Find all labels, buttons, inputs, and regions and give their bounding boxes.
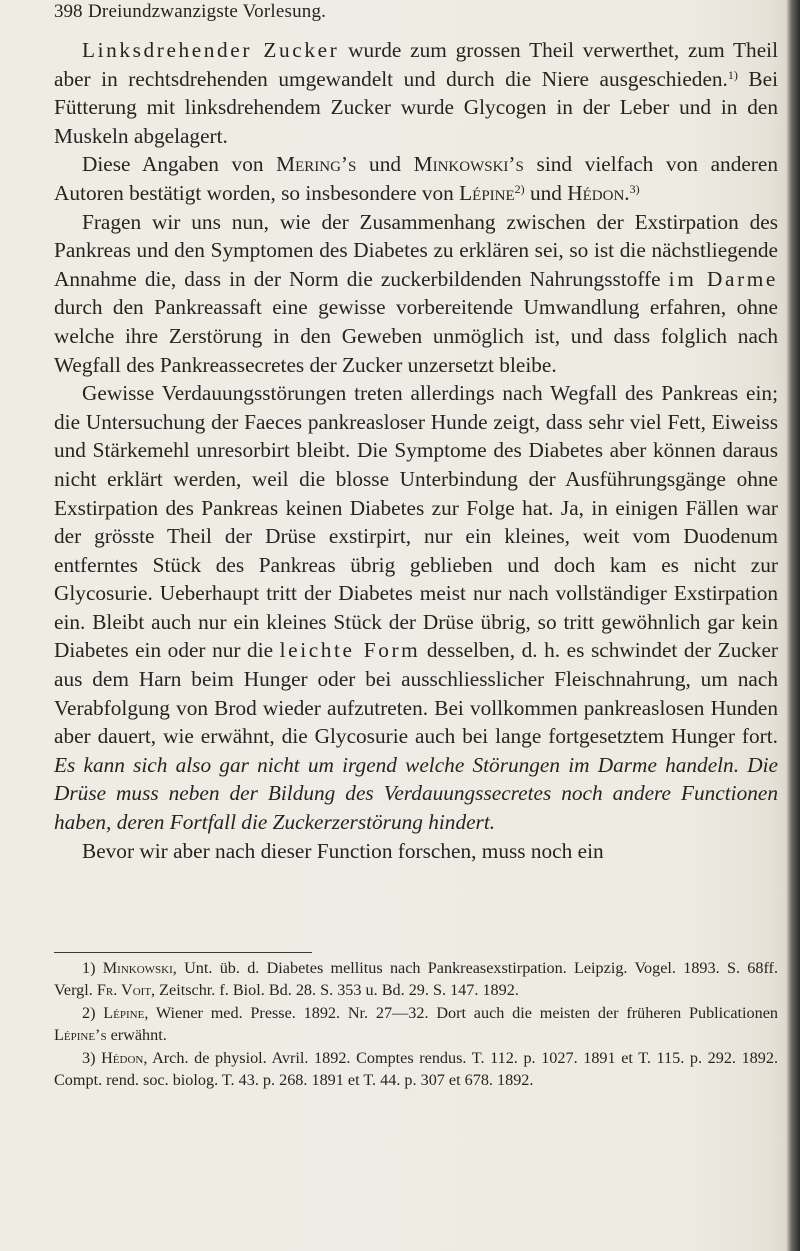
footnote-number: 3) [82, 1048, 102, 1067]
paragraph-4 [54, 379, 778, 837]
footnote-author: Lépine [103, 1003, 145, 1022]
main-text [54, 36, 778, 865]
footnote-ref-1: 1) [727, 67, 738, 82]
page-edge-shadow [786, 0, 800, 1251]
author-lepine: Lépine [459, 180, 515, 205]
paragraph-2-and: und [356, 152, 414, 177]
spaced-term: Linksdrehender Zucker [82, 38, 340, 62]
footnote-text: , Unt. üb. d. Diabetes mellitus nach Pankreasexstirpation. Leipzig. Vogel. 1893. S. 68ff. Vergl. [54, 959, 778, 1000]
author-mering: Mering’s [276, 152, 357, 177]
footnote-ref-2: 2) [514, 181, 525, 196]
author-minkowski: Minkowski’s [413, 152, 524, 177]
footnotes [54, 957, 778, 1091]
page-number: 398 [54, 1, 83, 22]
paragraph-1 [54, 36, 778, 150]
paragraph-5-text: Bevor wir aber nach dieser Function forschen, muss noch ein [82, 838, 604, 863]
footnote-text: erwähnt. [106, 1026, 167, 1045]
paragraph-2-text-cont: sind vielfach von anderen Autoren bestätigt worden, so insbesondere von [54, 152, 778, 205]
paragraph-2-und: und [524, 180, 568, 205]
footnote-divider [54, 952, 312, 953]
footnote-1 [54, 957, 778, 1002]
footnote-ref-3: 3) [629, 181, 640, 196]
footnote-text: , Arch. de physiol. Avril. 1892. Comptes rendus. T. 112. p. 1027. 1891 et T. 115. p. 292. 1892. Compt. rend. soc. biolog. T. 43. p. 268. 1891 et T. 44. p. 307 et 678. 1892. [54, 1048, 778, 1090]
running-header [54, 0, 774, 24]
footnote-number: 1) [82, 959, 103, 977]
paragraph-1-text-cont: Bei Fütterung mit linksdrehendem Zucker wurde Glycogen in der Leber und in den Muskeln abgelagert. [54, 66, 778, 148]
spaced-term: leichte Form [279, 638, 421, 663]
footnote-author: Fr. Voit [96, 981, 152, 1000]
author-hedon: Hédon. [567, 180, 630, 205]
paragraph-2-text: Diese Angaben von [82, 152, 277, 177]
footnote-text: , Wiener med. Presse. 1892. Nr. 27—32. Dort auch die meisten der früheren Publicationen [144, 1003, 779, 1022]
paragraph-3 [54, 208, 778, 380]
paragraph-1-text: wurde zum grossen Theil verwerthet, zum Theil aber in rechtsdrehenden umgewandelt und durch die Niere ausgeschieden. [54, 38, 778, 91]
footnote-author: Hédon [101, 1048, 144, 1067]
footnote-3 [54, 1047, 778, 1092]
paragraph-4-text-cont: desselben, d. h. es schwindet der Zucker aus dem Harn beim Hunger oder bei ausschliesslicher Fleischnahrung, um nach Verabfolgung von Brod wieder aufzutreten. Bei vollkommen pankreaslosen Hunden aber dauert, wie erwähnt, die Glycosurie auch bei lange fortgesetztem Hunger fort. [54, 638, 778, 749]
footnote-number: 2) [82, 1003, 104, 1022]
spaced-term: im Darme [668, 266, 778, 291]
footnote-author: Lépine’s [54, 1026, 107, 1045]
paragraph-2 [54, 150, 778, 207]
footnote-author: Minkowski [102, 959, 173, 977]
running-title: Dreiundzwanzigste Vorlesung. [88, 1, 327, 22]
footnote-text: , Zeitschr. f. Biol. Bd. 28. S. 353 u. Bd. 29. S. 147. 1892. [151, 981, 519, 1000]
paragraph-4-text: Gewisse Verdauungsstörungen treten allerdings nach Wegfall des Pankreas ein; die Untersuchung der Faeces pankreasloser Hunde zeigt, dass sehr viel Fett, Eiweiss und Stärkemehl unresorbirt bleibt. Die Symptome des Diabetes aber können daraus nicht erklärt werden, weil die blosse Unterbindung der Ausführungsgänge ohne Exstirpation des Pankreas keinen Diabetes zur Folge hat. Ja, in einigen Fällen war der grösste Theil der Drüse exstirpirt, nur ein kleines, weit vom Duodenum entferntes Stück des Pankreas übrig geblieben und doch kam es nicht zur Glycosurie. Ueberhaupt tritt der Diabetes meist nur nach vollständiger Exstirpation ein. Bleibt auch nur ein kleines Stück der Drüse übrig, so tritt gewöhnlich gar kein Diabetes ein oder nur die [54, 381, 778, 663]
italic-conclusion: Es kann sich also gar nicht um irgend welche Störungen im Darme handeln. Die Drüse muss neben der Bildung des Verdauungssecretes noch andere Functionen haben, deren Fortfall die Zuckerzerstörung hindert. [54, 752, 778, 835]
paragraph-5 [54, 837, 778, 866]
paragraph-3-text-cont: durch den Pankreassaft eine gewisse vorbereitende Umwandlung erfahren, ohne welche ihre Zerstörung in den Geweben unmöglich ist, und dass folglich nach Wegfall des Pankreassecretes der Zucker unzersetzt bleibe. [54, 295, 778, 377]
paragraph-3-text: Fragen wir uns nun, wie der Zusammenhang zwischen der Exstirpation des Pankreas und den Symptomen des Diabetes zu erklären sei, so ist die nächstliegende Annahme die, dass in der Norm die zuckerbildenden Nahrungsstoffe [54, 209, 778, 291]
footnote-2 [54, 1002, 778, 1047]
